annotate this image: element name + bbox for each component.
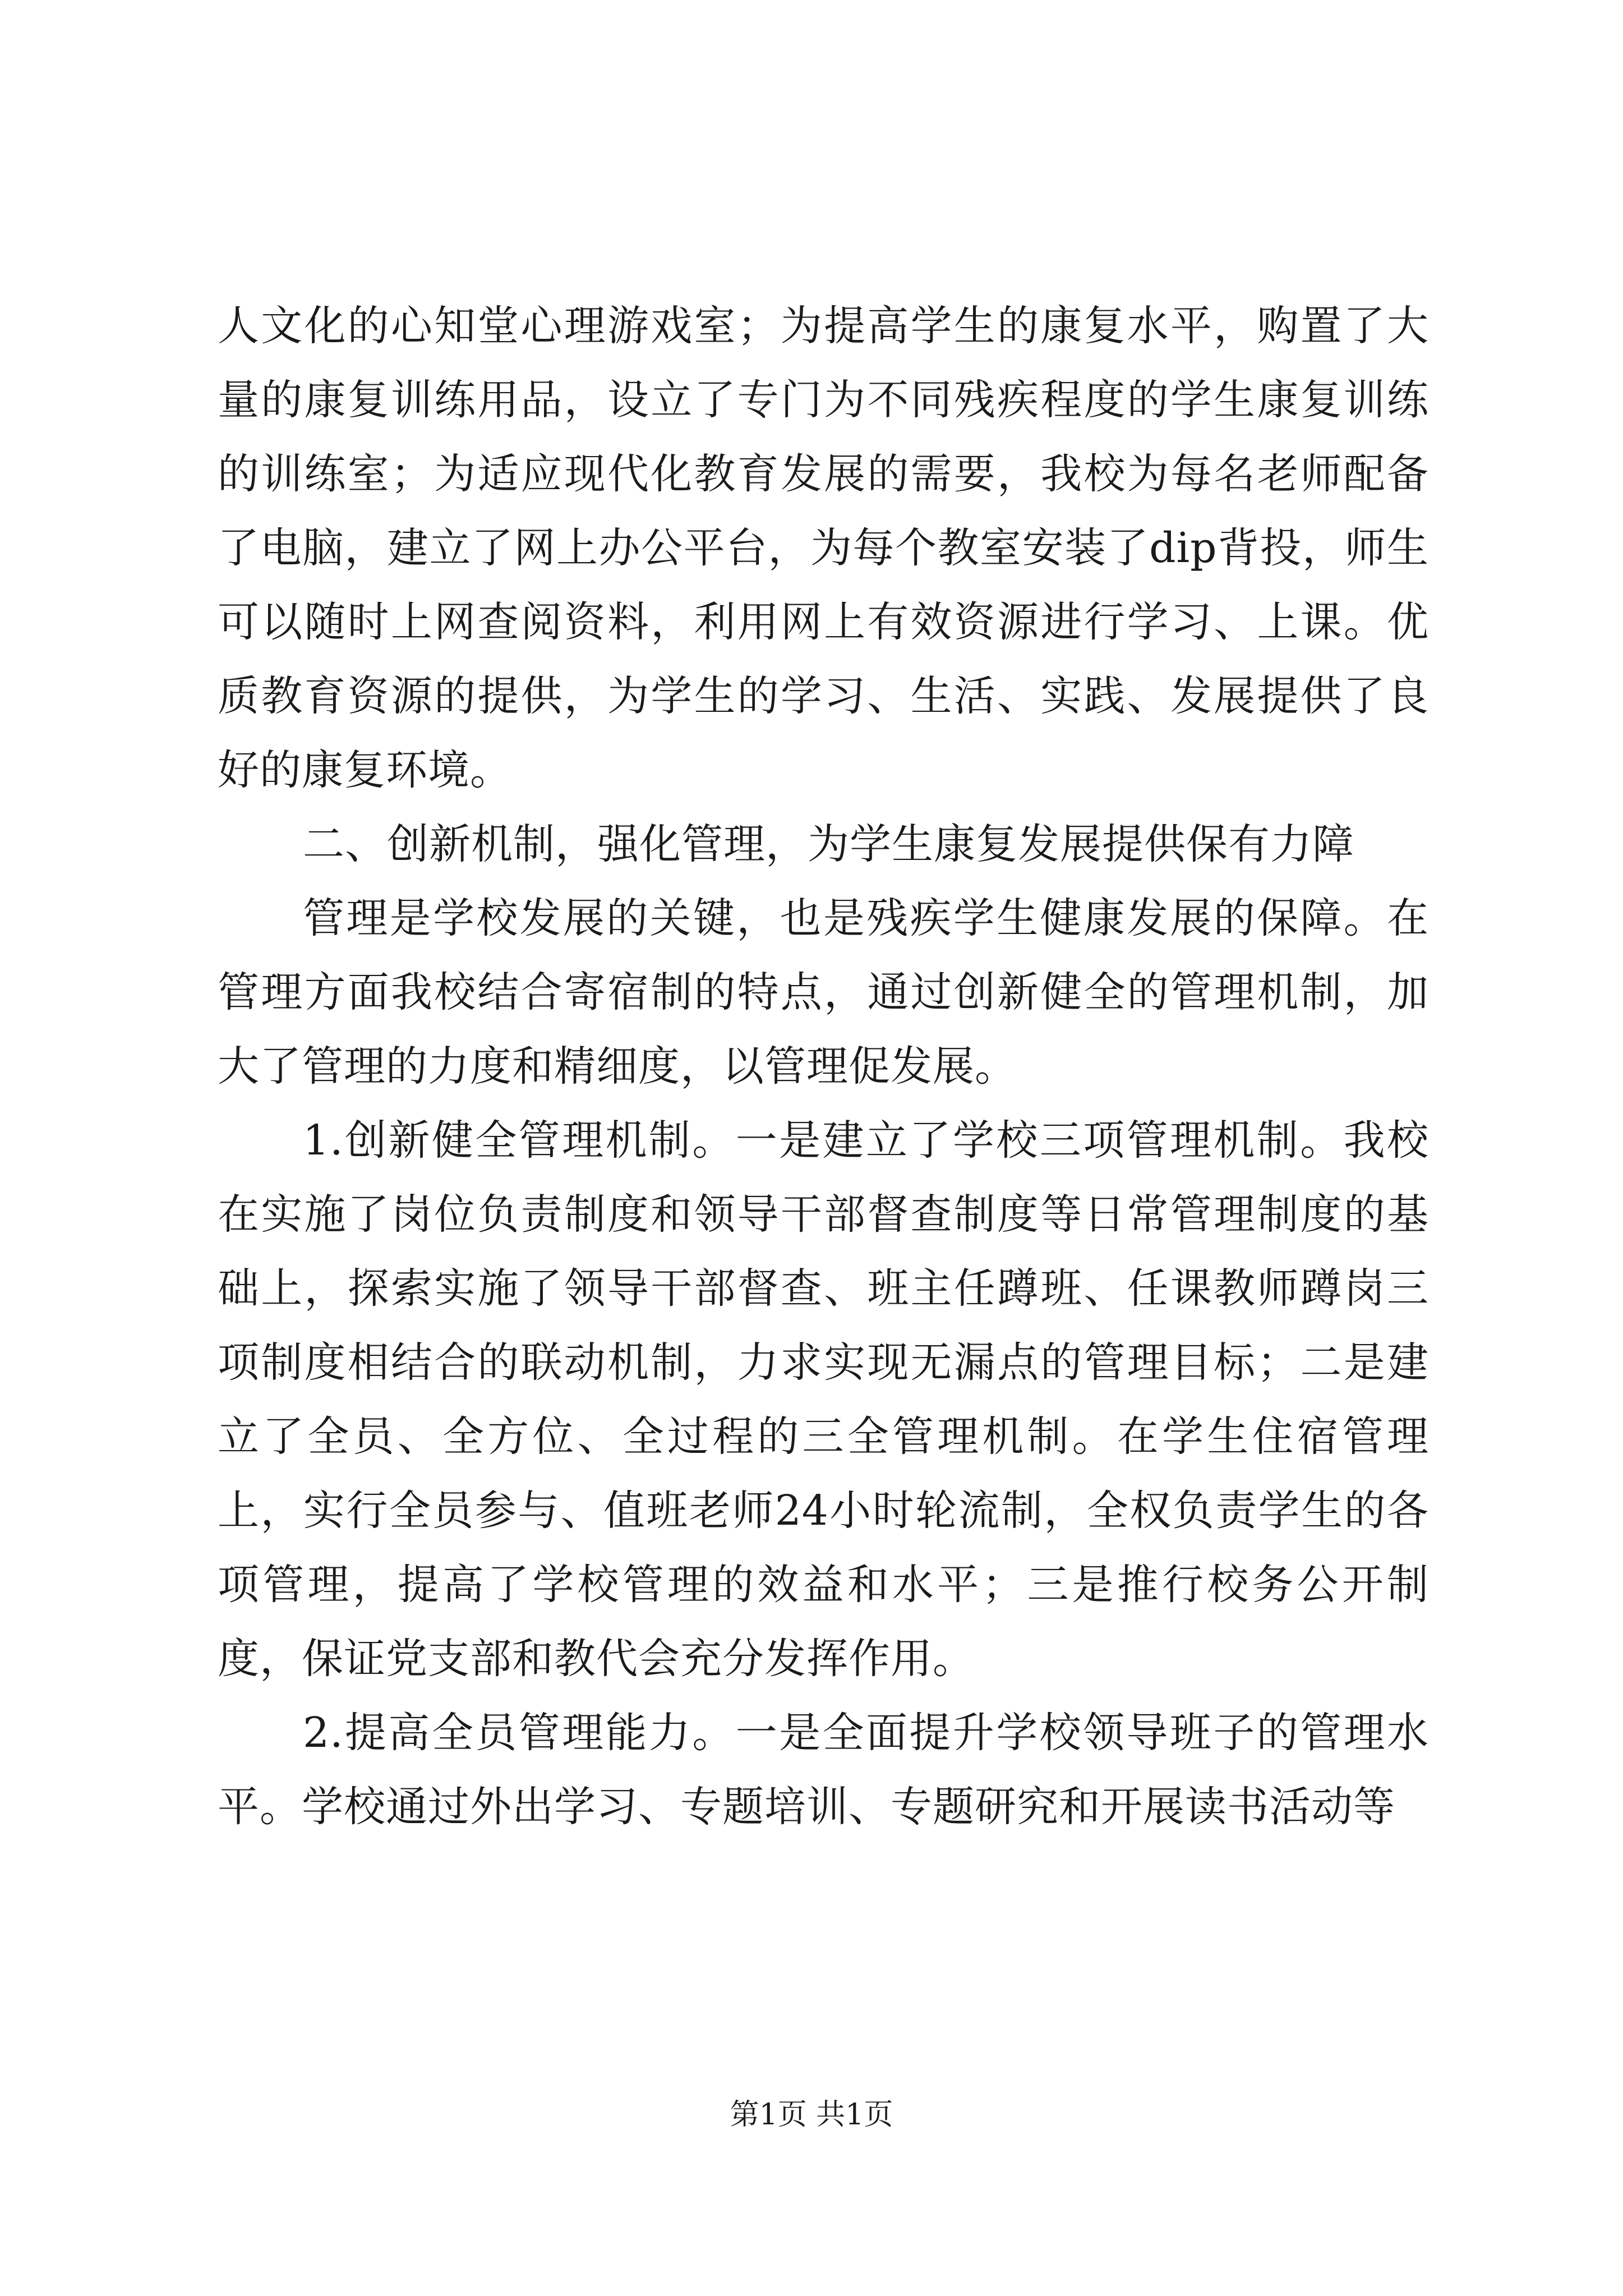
section-heading-management: 二、创新机制，强化管理，为学生康复发展提供保有力障 <box>303 820 1354 868</box>
paragraph-facilities: 人文化的心知堂心理游戏室；为提高学生的康复水平，购置了大量的康复训练用品，设立了专门为不同残疾程度的学生康复训练的训练室；为适应现代化教育发展的需要，我校为每名老师配备了电脑，建立了网上办公平台，为每个教室安装了dip背投，师生可以随时上网查阅资料，利用网上有效资源进行学习、上课。优质教育资源的提供，为学生的学习、生活、实践、发展提供了良好的康复环境。 <box>218 302 1429 794</box>
paragraph-capability: 2.提高全员管理能力。一是全面提升学校领导班子的管理水平。学校通过外出学习、专题培训、专题研究和开展读书活动等 <box>218 1709 1429 1831</box>
paragraph-management-intro: 管理是学校发展的关键，也是残疾学生健康发展的保障。在管理方面我校结合寄宿制的特点，通过创新健全的管理机制，加大了管理的力度和精细度，以管理促发展。 <box>218 894 1429 1091</box>
document-body <box>218 289 1429 1844</box>
page-footer: 第1页 共1页 <box>730 2098 893 2132</box>
paragraph-mechanism: 1.创新健全管理机制。一是建立了学校三项管理机制。我校在实施了岗位负责制度和领导干部督查制度等日常管理制度的基础上，探索实施了领导干部督查、班主任蹲班、任课教师蹲岗三项制度相结合的联动机制，力求实现无漏点的管理目标；二是建立了全员、全方位、全过程的三全管理机制。在学生住宿管理上，实行全员参与、值班老师24小时轮流制，全权负责学生的各项管理，提高了学校管理的效益和水平；三是推行校务公开制度，保证党支部和教代会充分发挥作用。 <box>218 1116 1429 1683</box>
